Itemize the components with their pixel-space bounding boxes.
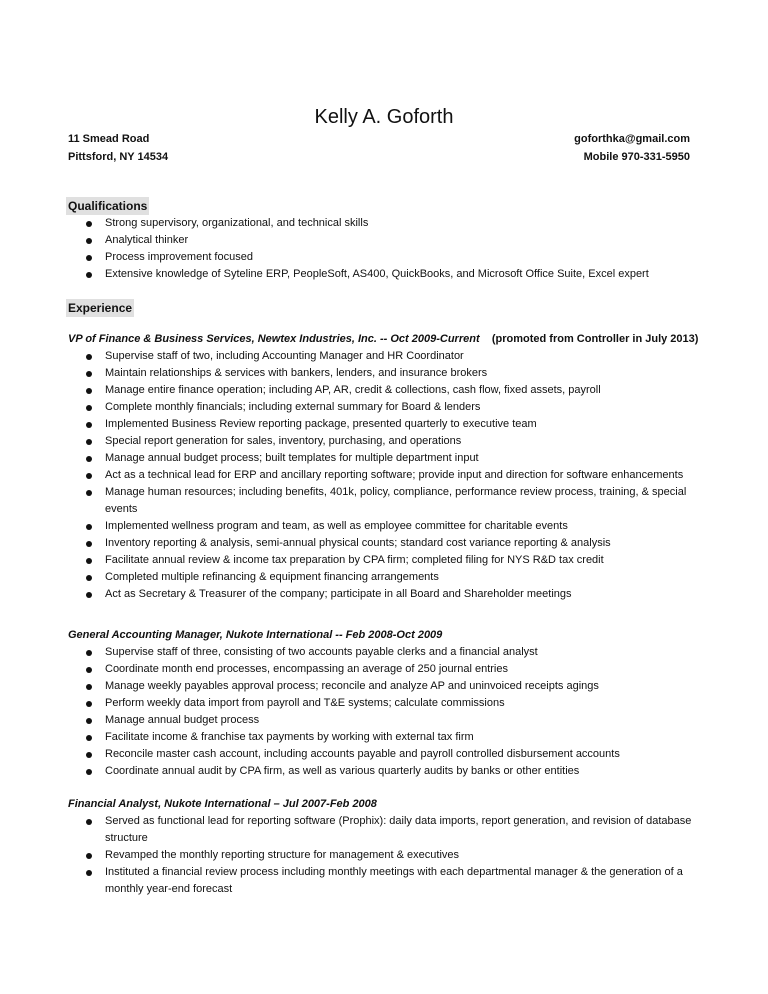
- job-title-1: [68, 627, 442, 644]
- experience-heading: Experience: [68, 301, 133, 315]
- bullet-item: Extensive knowledge of Syteline ERP, PeopleSoft, AS400, QuickBooks, and Microsoft Office Suite, Excel expert: [68, 266, 700, 283]
- bullet-item: Maintain relationships & services with bankers, lenders, and insurance brokers: [68, 365, 700, 382]
- bullet-item: Supervise staff of two, including Accounting Manager and HR Coordinator: [68, 348, 700, 365]
- bullet-item: Supervise staff of three, consisting of two accounts payable clerks and a financial analyst: [68, 644, 700, 661]
- bullet-item: Process improvement focused: [68, 249, 700, 266]
- bullet-item: Manage annual budget process: [68, 712, 700, 729]
- bullet-item: Complete monthly financials; including external summary for Board & lenders: [68, 399, 700, 416]
- bullet-item: Act as Secretary & Treasurer of the company; participate in all Board and Shareholder meetings: [68, 586, 700, 603]
- candidate-name: Kelly A. Goforth: [314, 106, 454, 128]
- job-duties-list: [68, 644, 700, 780]
- bullet-item: Special report generation for sales, inventory, purchasing, and operations: [68, 433, 700, 450]
- bullet-item: Manage human resources; including benefits, 401k, policy, compliance, performance review process, training, & special events: [68, 484, 700, 518]
- phone: Mobile 970-331-5950: [583, 151, 690, 163]
- bullet-item: Served as functional lead for reporting software (Prophix): daily data imports, report generation, and revision of database structure: [68, 813, 700, 847]
- bullet-item: Completed multiple refinancing & equipment financing arrangements: [68, 569, 700, 586]
- bullet-item: Instituted a financial review process including monthly meetings with each departmental manager & the generation of a monthly year-end forecast: [68, 864, 700, 898]
- job-title-0: [68, 331, 698, 348]
- address-block: [68, 130, 168, 166]
- address-line-2: Pittsford, NY 14534: [68, 151, 169, 163]
- bullet-item: Coordinate annual audit by CPA firm, as well as various quarterly audits by banks or other entities: [68, 763, 700, 780]
- bullet-item: Facilitate annual review & income tax preparation by CPA firm; completed filing for NYS R&D tax credit: [68, 552, 700, 569]
- bullet-item: Implemented wellness program and team, as well as employee committee for charitable events: [68, 518, 700, 535]
- job-note: (promoted from Controller in July 2013): [491, 333, 699, 345]
- job-title-text: Financial Analyst, Nukote International – Jul 2007-Feb 2008: [68, 798, 377, 810]
- bullet-item: Perform weekly data import from payroll and T&E systems; calculate commissions: [68, 695, 700, 712]
- contact-block: [574, 130, 690, 166]
- address-line-1: 11 Smead Road: [68, 133, 150, 145]
- email: goforthka@gmail.com: [574, 133, 690, 145]
- job-duties-list: [68, 348, 700, 603]
- bullet-item: Revamped the monthly reporting structure for management & executives: [68, 847, 700, 864]
- bullet-item: Inventory reporting & analysis, semi-annual physical counts; standard cost variance reporting & analysis: [68, 535, 700, 552]
- bullet-item: Act as a technical lead for ERP and ancillary reporting software; provide input and direction for software enhancements: [68, 467, 700, 484]
- qualifications-list: [68, 215, 700, 283]
- bullet-item: Manage entire finance operation; including AP, AR, credit & collections, cash flow, fixed assets, payroll: [68, 382, 700, 399]
- bullet-item: Analytical thinker: [68, 232, 700, 249]
- job-title-2: [68, 796, 377, 813]
- job-title-text: VP of Finance & Business Services, Newtex Industries, Inc. -- Oct 2009-Current: [68, 333, 480, 345]
- bullet-item: Reconcile master cash account, including accounts payable and payroll controlled disbursement accounts: [68, 746, 700, 763]
- bullet-item: Implemented Business Review reporting package, presented quarterly to executive team: [68, 416, 700, 433]
- qualifications-heading: Qualifications: [68, 199, 148, 213]
- bullet-item: Manage annual budget process; built templates for multiple department input: [68, 450, 700, 467]
- bullet-item: Coordinate month end processes, encompassing an average of 250 journal entries: [68, 661, 700, 678]
- job-title-text: General Accounting Manager, Nukote International -- Feb 2008-Oct 2009: [68, 629, 443, 641]
- job-duties-list: [68, 813, 700, 898]
- bullet-item: Manage weekly payables approval process; reconcile and analyze AP and uninvoiced receipts agings: [68, 678, 700, 695]
- bullet-item: Facilitate income & franchise tax payments by working with external tax firm: [68, 729, 700, 746]
- bullet-item: Strong supervisory, organizational, and technical skills: [68, 215, 700, 232]
